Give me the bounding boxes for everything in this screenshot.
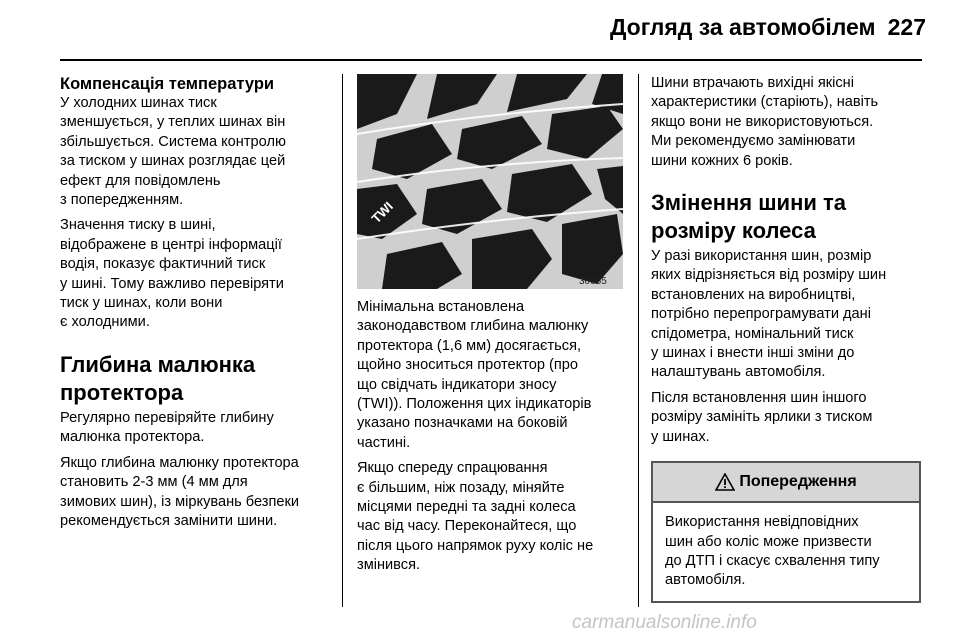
paragraph: У холодних шинах тиск зменшується, у теплих шинах він збільшується. Система контролю за тиском у шинах розглядає цей ефект для повідомлень з попередженням. xyxy=(60,95,286,209)
tire-tread-illustration xyxy=(357,74,623,289)
warning-text: Використання невідповідних шин або коліс може призвести до ДТП і скасує схвалення типу автомобіля. xyxy=(665,514,880,589)
column-divider-right xyxy=(638,74,639,607)
right-column xyxy=(651,74,923,603)
paragraph: Після встановлення шин іншого розміру замініть ярлики з тиском у шинах. xyxy=(651,389,873,445)
running-title: Догляд за автомобілем xyxy=(610,14,876,40)
middle-column xyxy=(357,74,623,582)
figure-number: 30055 xyxy=(579,276,607,287)
tire-size-change-heading: Змінення шини та розміру колеса xyxy=(651,190,847,244)
watermark: carmanualsonline.info xyxy=(572,612,757,633)
warning-box xyxy=(651,461,921,603)
tire-tread-figure xyxy=(357,74,623,289)
paragraph: Регулярно перевіряйте глибину малюнка протектора. xyxy=(60,409,274,446)
temperature-compensation-heading: Компенсація температури xyxy=(60,75,275,93)
paragraph: Шини втрачають вихідні якісні характеристики (старіють), навіть якщо вони не використовуються. Ми рекомендуємо замінювати шини кожних 6 років. xyxy=(651,75,879,169)
paragraph: Мінімальна встановлена законодавством глибина малюнку протектора (1,6 мм) досягається, щойно зноситься протектор (про що свідчать індикатори зносу (TWI)). Положення цих індикаторів указано позначками на боковій частині. xyxy=(357,299,592,451)
paragraph: Якщо спереду спрацювання є більшим, ніж позаду, міняйте місцями передні та задні колеса час від часу. Переконайтеся, що після цього напрямок руху коліс не змінився. xyxy=(357,460,594,574)
tread-depth-heading: Глибина малюнка протектора xyxy=(60,351,256,405)
warning-header xyxy=(653,463,919,503)
warning-triangle-icon xyxy=(715,473,735,491)
page-number: 227 xyxy=(887,14,926,40)
paragraph: У разі використання шин, розмір яких відрізняється від розміру шин встановлених на виробництві, потрібно перепрограмувати дані спідометра, номінальний тиск у шинах і внести інші зміни до налаштувань автомобіля. xyxy=(651,248,887,381)
left-column xyxy=(60,74,328,537)
twi-label: TWI xyxy=(368,198,396,227)
paragraph: Якщо глибина малюнку протектора становить 2-3 мм (4 мм для зимових шин), із міркувань безпеки рекомендується замінити шини. xyxy=(60,454,300,529)
column-divider-left xyxy=(342,74,343,607)
header-rule xyxy=(60,59,922,61)
warning-title: Попередження xyxy=(739,473,857,491)
paragraph: Значення тиску в шині, відображене в центрі інформації водія, показує фактичний тиск у шині. Тому важливо перевіряти тиск у шинах, коли вони є холодними. xyxy=(60,217,284,331)
